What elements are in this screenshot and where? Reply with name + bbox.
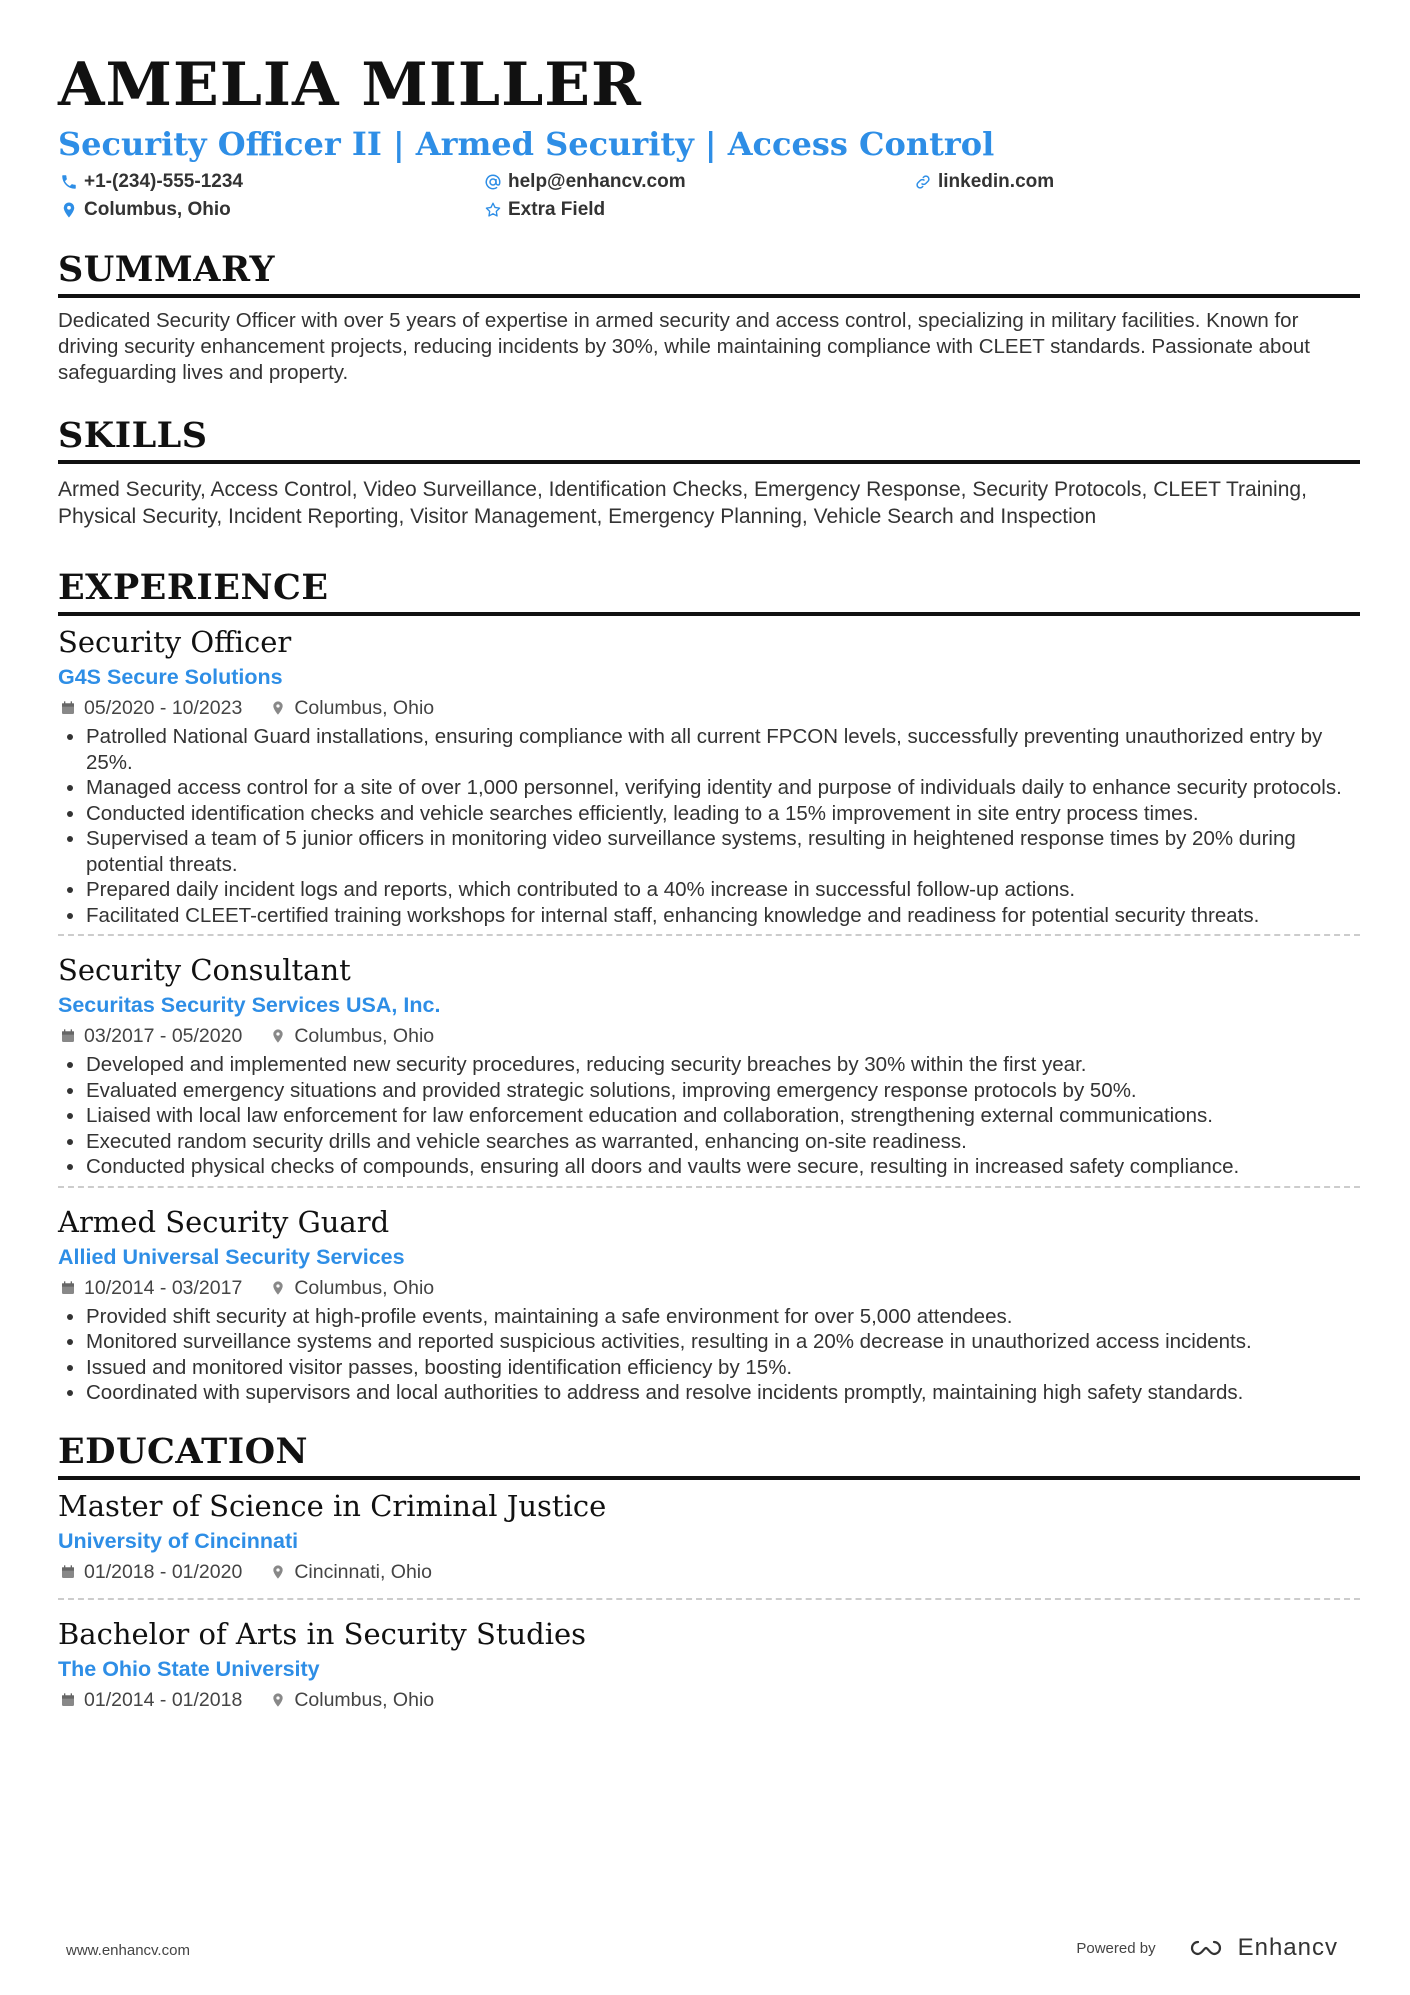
degree-title: Master of Science in Criminal Justice — [58, 1488, 607, 1523]
school-name: The Ohio State University — [58, 1656, 320, 1681]
experience-section — [58, 566, 1360, 1406]
education-location — [268, 1558, 432, 1586]
link-icon — [914, 173, 932, 191]
calendar-icon — [60, 1692, 76, 1708]
job-location-text: Columbus, Ohio — [294, 697, 435, 719]
job-bullets — [58, 1304, 1360, 1406]
extra-text: Extra Field — [508, 199, 606, 220]
education-dates: 01/2014 - 01/2018 — [84, 1688, 243, 1711]
bullet: • Conducted physical checks of compounds, ensuring all doors and vaults were secure, resulting in increased safety compliance. — [86, 1154, 1360, 1180]
job-title: Armed Security Guard — [58, 1204, 390, 1239]
calendar-icon — [60, 1280, 76, 1296]
map-pin-icon — [60, 201, 78, 219]
experience-heading: EXPERIENCE — [58, 566, 1360, 616]
phone-text: +1-(234)-555-1234 — [84, 171, 243, 192]
contact-linkedin[interactable] — [912, 170, 1212, 194]
bullet: • Supervised a team of 5 junior officers in monitoring video surveillance systems, resulting in heightened response times by 20% during potential threats. — [86, 826, 1360, 877]
job-dates: 03/2017 - 05/2020 — [84, 1025, 243, 1047]
skills-heading: SKILLS — [58, 414, 1360, 464]
resume-page — [58, 44, 1360, 1714]
skills-text: Armed Security, Access Control, Video Surveillance, Identification Checks, Emergency Response, Security Protocols, CLEET Training, Physical Security, Incident Reporting, Visitor Management, Emergency Planning, Vehicle Search and Inspection — [58, 478, 1307, 528]
education-location — [268, 1686, 434, 1714]
headline: Security Officer II | Armed Security | Access Control — [58, 125, 995, 163]
job-company: G4S Secure Solutions — [58, 665, 283, 689]
map-pin-icon — [270, 700, 286, 716]
job-bullets — [58, 724, 1360, 928]
job-location — [268, 1022, 434, 1050]
powered-by — [1076, 1934, 1338, 1962]
location-text: Columbus, Ohio — [84, 199, 231, 220]
experience-item — [58, 934, 1360, 1180]
bullet: • Coordinated with supervisors and local authorities to address and resolve incidents promptly, maintaining high safety standards. — [86, 1380, 1360, 1406]
education-meta — [58, 1558, 1360, 1586]
calendar-icon — [60, 1564, 76, 1580]
job-company: Allied Universal Security Services — [58, 1244, 405, 1269]
job-meta — [58, 1022, 1360, 1050]
education-location-text: Columbus, Ohio — [294, 1688, 435, 1711]
bullet: • Conducted identification checks and vehicle searches efficiently, leading to a 15% improvement in site entry process times. — [86, 801, 1360, 827]
education-heading: EDUCATION — [58, 1430, 1360, 1480]
brand-logo[interactable] — [1184, 1934, 1338, 1962]
education-dates: 01/2018 - 01/2020 — [84, 1560, 243, 1583]
school-name: University of Cincinnati — [58, 1528, 299, 1553]
email-text: help@enhancv.com — [508, 171, 686, 192]
education-section — [58, 1430, 1360, 1714]
summary-section — [58, 248, 1360, 386]
bullet: • Patrolled National Guard installations, ensuring compliance with all current FPCON levels, successfully preventing unauthorized entry by 25%. — [86, 724, 1360, 775]
map-pin-icon — [270, 1692, 286, 1708]
powered-by-label: Powered by — [1076, 1939, 1156, 1957]
at-icon — [484, 173, 502, 191]
brand-name: Enhancv — [1237, 1934, 1338, 1961]
job-location — [268, 694, 434, 722]
map-pin-icon — [270, 1028, 286, 1044]
footer-website[interactable]: www.enhancv.com — [66, 1942, 190, 1959]
bullet: • Provided shift security at high-profile events, maintaining a safe environment for over 5,000 attendees. — [86, 1304, 1360, 1330]
experience-item — [58, 1186, 1360, 1406]
education-item — [58, 1598, 1360, 1714]
bullet: • Facilitated CLEET-certified training workshops for internal staff, enhancing knowledge and readiness for potential security threats. — [86, 903, 1360, 929]
job-company: Securitas Security Services USA, Inc. — [58, 993, 441, 1017]
job-title: Security Consultant — [58, 953, 351, 987]
bullet: • Issued and monitored visitor passes, boosting identification efficiency by 15%. — [86, 1355, 1360, 1381]
job-meta — [58, 1274, 1360, 1302]
calendar-icon — [60, 700, 76, 716]
job-dates: 05/2020 - 10/2023 — [84, 697, 243, 719]
education-item — [58, 1486, 1360, 1592]
phone-icon — [60, 173, 78, 191]
linkedin-text: linkedin.com — [938, 171, 1055, 192]
education-meta — [58, 1686, 1360, 1714]
star-icon — [484, 201, 502, 219]
contact-phone — [58, 170, 482, 194]
experience-item — [58, 622, 1360, 928]
bullet: • Liaised with local law enforcement for law enforcement education and collaboration, strengthening external communications. — [86, 1103, 1360, 1129]
job-location-text: Columbus, Ohio — [294, 1025, 435, 1047]
bullet: • Managed access control for a site of over 1,000 personnel, verifying identity and purpose of individuals daily to enhance security protocols. — [86, 775, 1360, 801]
map-pin-icon — [270, 1280, 286, 1296]
job-title: Security Officer — [58, 625, 292, 659]
calendar-icon — [60, 1028, 76, 1044]
job-location — [268, 1274, 434, 1302]
bullet: • Prepared daily incident logs and reports, which contributed to a 40% increase in successful follow-up actions. — [86, 877, 1360, 903]
bullet: • Executed random security drills and vehicle searches as warranted, enhancing on-site readiness. — [86, 1129, 1360, 1155]
bullet: • Developed and implemented new security procedures, reducing security breaches by 30% within the first year. — [86, 1052, 1360, 1078]
contact-email[interactable] — [482, 170, 912, 194]
job-bullets — [58, 1052, 1360, 1180]
education-location-text: Cincinnati, Ohio — [294, 1560, 432, 1583]
job-dates: 10/2014 - 03/2017 — [84, 1276, 243, 1299]
degree-title: Bachelor of Arts in Security Studies — [58, 1616, 587, 1651]
contact-location — [58, 198, 482, 222]
contact-extra — [482, 198, 912, 222]
summary-text: Dedicated Security Officer with over 5 years of expertise in armed security and access control, specializing in military facilities. Known for driving security enhancement projects, reducing incidents by 30%, while maintaining compliance with CLEET standards. Passionate about safeguarding lives and property. — [58, 309, 1310, 384]
bullet: • Evaluated emergency situations and provided strategic solutions, improving emergency response protocols by 50%. — [86, 1078, 1360, 1104]
contact-list — [58, 170, 1360, 222]
job-location-text: Columbus, Ohio — [294, 1276, 435, 1299]
map-pin-icon — [270, 1564, 286, 1580]
summary-heading: SUMMARY — [58, 248, 1360, 298]
candidate-name: AMELIA MILLER — [58, 50, 642, 120]
skills-section — [58, 414, 1360, 530]
bullet: • Monitored surveillance systems and reported suspicious activities, resulting in a 20% decrease in unauthorized access incidents. — [86, 1329, 1360, 1355]
enhancv-logo-icon — [1184, 1936, 1228, 1960]
job-meta — [58, 694, 1360, 722]
